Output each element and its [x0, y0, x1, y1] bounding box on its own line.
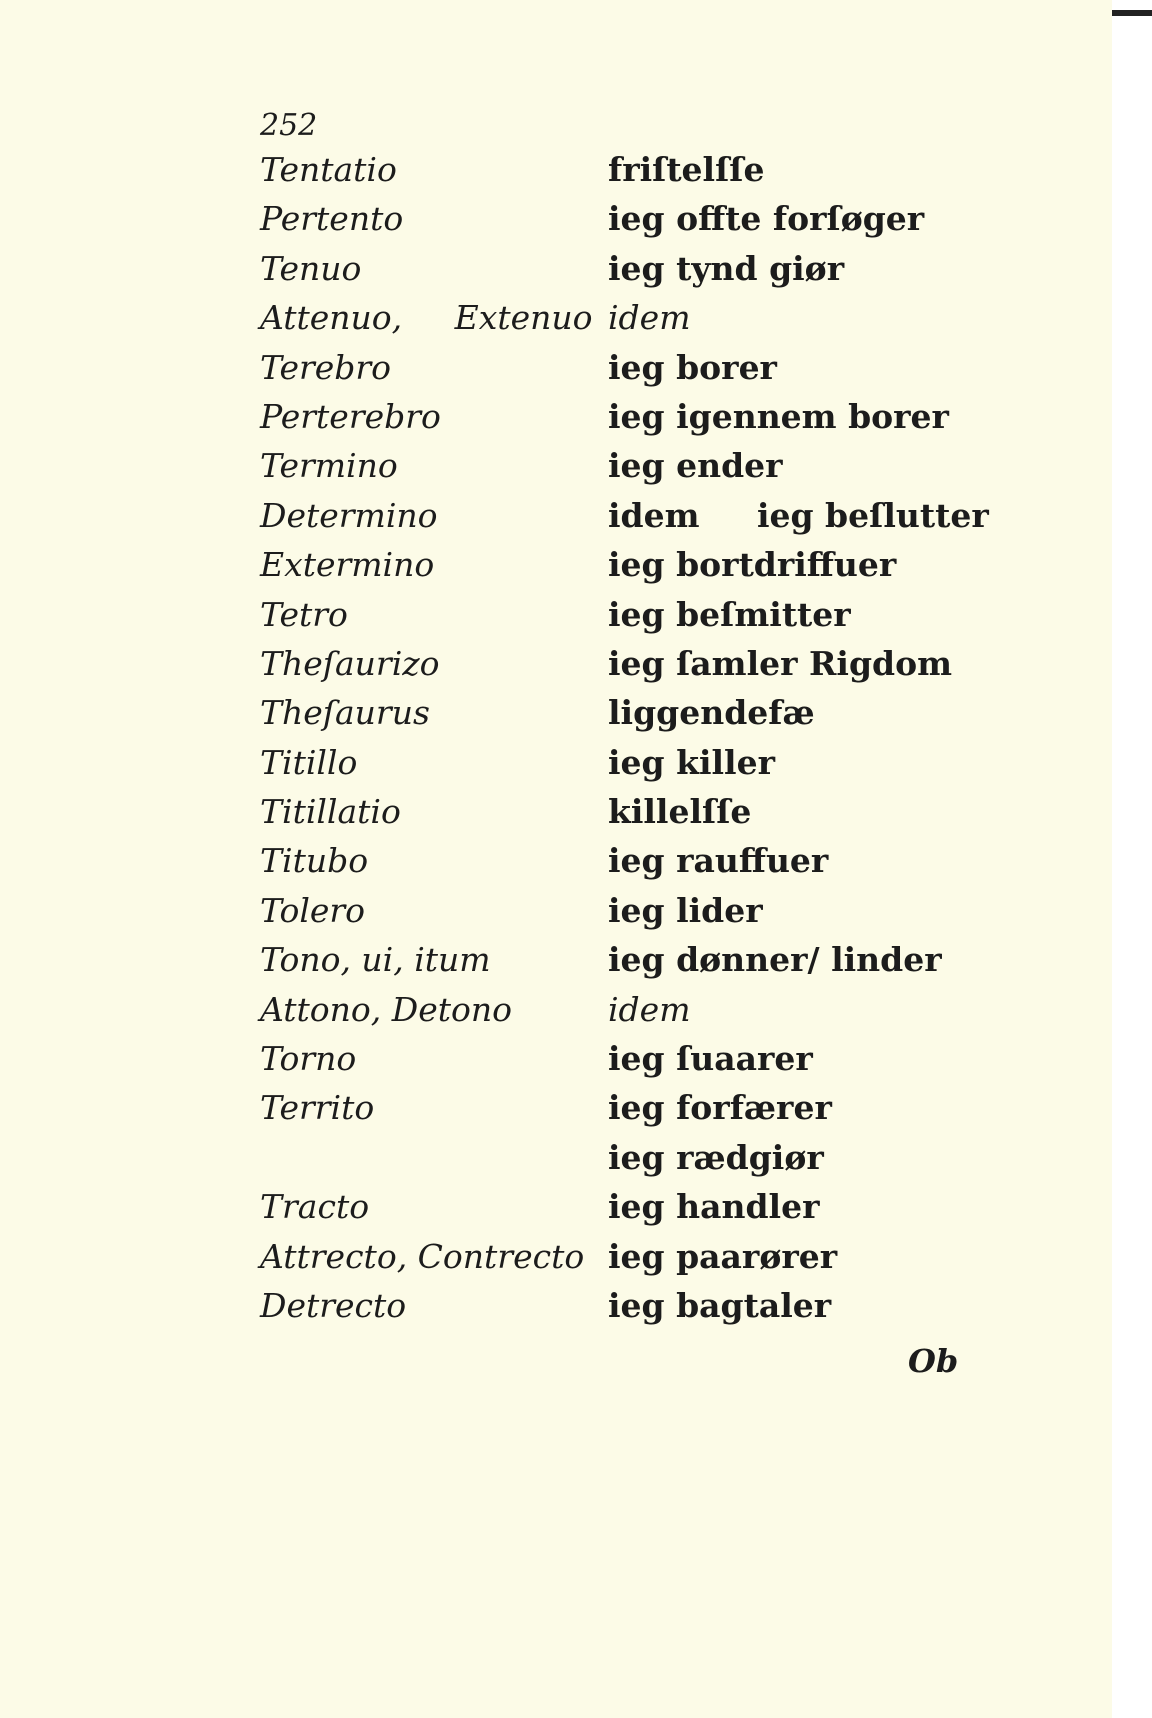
latin-headword: Torno [260, 1039, 357, 1079]
dictionary-entry [0, 298, 1112, 347]
dictionary-entry [0, 1187, 1112, 1236]
dictionary-entry [0, 891, 1112, 940]
latin-headword: Tentatio [260, 150, 397, 189]
dictionary-entry [0, 940, 1112, 989]
danish-translation: ieg handler [608, 1187, 820, 1227]
danish-translation: ieg killer [608, 742, 775, 782]
danish-translation: ieg borer [608, 347, 777, 387]
latin-headword: Extermino [260, 545, 435, 585]
danish-translation: ieg ſuaarer [608, 1039, 813, 1079]
dictionary-entry [0, 743, 1112, 792]
scan-edge-mark [1112, 10, 1152, 16]
latin-headword: Titillatio [260, 792, 401, 832]
latin-headword: Termino [260, 446, 398, 486]
dictionary-entry [0, 595, 1112, 644]
latin-headword: Attono, Detono [260, 989, 512, 1029]
danish-translation: ieg forfærer [608, 1088, 832, 1128]
danish-translation: idem ieg beſlutter [608, 495, 989, 535]
scan-margin [1112, 16, 1152, 1718]
dictionary-entries [0, 150, 1112, 1335]
danish-translation: ieg beſmitter [608, 594, 851, 634]
dictionary-entry [0, 348, 1112, 397]
dictionary-entry [0, 1286, 1112, 1335]
danish-translation: ieg ender [608, 446, 783, 486]
latin-headword: Terebro [260, 347, 392, 387]
dictionary-entry [0, 150, 1112, 199]
latin-headword: Determino [260, 495, 438, 535]
dictionary-entry [0, 644, 1112, 693]
latin-headword: Perterebro [260, 396, 441, 436]
latin-headword: Titillo [260, 742, 358, 782]
danish-translation: ieg paarører [608, 1236, 838, 1276]
latin-headword: Pertento [260, 199, 404, 239]
dictionary-entry [0, 496, 1112, 545]
dictionary-entry [0, 841, 1112, 890]
latin-headword: Detrecto [260, 1285, 407, 1325]
danish-translation: ieg igennem borer [608, 396, 949, 436]
dictionary-entry [0, 1138, 1112, 1187]
danish-translation: idem [608, 989, 691, 1029]
dictionary-entry [0, 990, 1112, 1039]
danish-translation: idem [608, 298, 691, 338]
latin-headword: Tono, ui, itum [260, 940, 491, 980]
latin-headword: Theſaurizo [260, 643, 440, 683]
latin-headword: Attrecto, Contrecto [260, 1236, 585, 1276]
latin-headword: Tenuo [260, 248, 362, 288]
danish-translation: ieg lider [608, 890, 763, 930]
danish-translation: ieg rædgiør [608, 1137, 824, 1177]
latin-headword: Attenuo, Extenuo [260, 298, 593, 338]
dictionary-entry [0, 1088, 1112, 1137]
danish-translation: friſtelſſe [608, 150, 765, 189]
latin-headword: Titubo [260, 841, 369, 881]
dictionary-entry [0, 446, 1112, 495]
dictionary-entry [0, 1237, 1112, 1286]
danish-translation: ieg dønner/ linder [608, 940, 942, 980]
danish-translation: ieg tynd giør [608, 248, 845, 288]
dictionary-entry [0, 792, 1112, 841]
dictionary-entry [0, 545, 1112, 594]
latin-headword: Theſaurus [260, 693, 430, 733]
latin-headword: Territo [260, 1088, 375, 1128]
dictionary-entry [0, 199, 1112, 248]
danish-translation: ieg offte forſøger [608, 199, 925, 239]
danish-translation: killelſſe [608, 792, 752, 832]
danish-translation: ieg bortdriffuer [608, 545, 897, 585]
latin-headword: Tracto [260, 1187, 370, 1227]
dictionary-entry [0, 1039, 1112, 1088]
dictionary-entry [0, 397, 1112, 446]
danish-translation: ieg rauffuer [608, 841, 829, 881]
dictionary-entry [0, 249, 1112, 298]
catchword: Ob [908, 1342, 959, 1380]
latin-headword: Tetro [260, 594, 348, 634]
page-number: 252 [260, 108, 318, 143]
danish-translation: ieg ſamler Rigdom [608, 643, 953, 683]
latin-headword: Tolero [260, 890, 366, 930]
dictionary-entry [0, 693, 1112, 742]
danish-translation: ieg bagtaler [608, 1285, 832, 1325]
danish-translation: liggendefæ [608, 693, 815, 733]
